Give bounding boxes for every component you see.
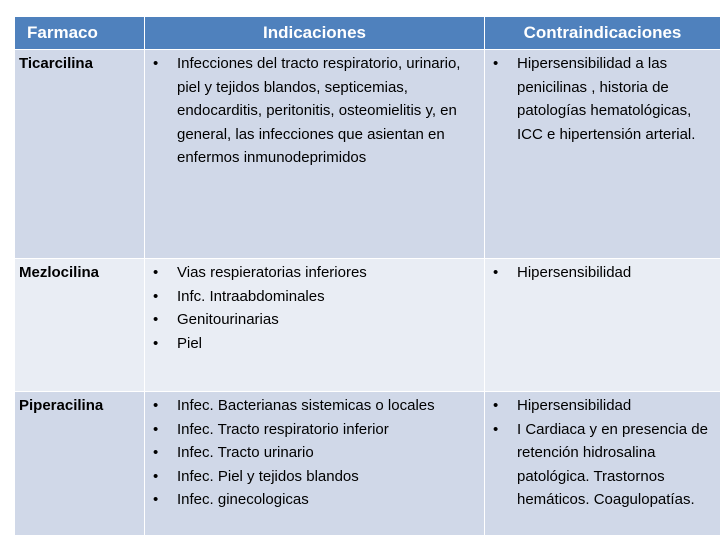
indications-list [149, 261, 480, 355]
table-row [15, 50, 721, 259]
drug-name: Piperacilina [15, 392, 145, 536]
drug-name: Ticarcilina [15, 50, 145, 259]
indications-list [149, 394, 480, 512]
list-item: • Infec. Tracto respiratorio inferior [153, 420, 389, 438]
list-item: • I Cardiaca y en presencia de retención hidrosalina patológica. Trastornos hemáticos. Coagulopatías. [493, 420, 708, 508]
contraindications-list [489, 261, 716, 285]
drug-table [14, 16, 721, 536]
indications-list [149, 52, 480, 170]
list-item: • Genitourinarias [153, 311, 279, 328]
indication-text: Infec. Bacterianas sistemicas o locales [177, 397, 435, 414]
list-item: • Infecciones del tracto respiratorio, urinario, piel y tejidos blandos, septicemias, endocarditis, peritonitis, osteomielitis y, en general, las infecciones que asientan en enfermos inmunodeprimidos [153, 55, 461, 166]
table-row [15, 392, 721, 536]
indications-cell [145, 50, 485, 259]
indication-text: Piel [177, 334, 203, 352]
list-item: • Piel [153, 334, 203, 352]
drug-name: Mezlocilina [15, 259, 145, 392]
list-item: • Infec. Bacterianas sistemicas o locales [153, 397, 435, 414]
contraindication-text: Hipersensibilidad [517, 264, 632, 281]
contraindications-list [489, 394, 716, 512]
indication-text: Genitourinarias [177, 311, 279, 328]
list-item: • Infec. ginecologicas [153, 491, 309, 508]
header-contraindicaciones: Contraindicaciones [485, 17, 721, 50]
header-row [15, 17, 721, 50]
indication-text: Infec. Piel y tejidos blandos [177, 467, 359, 485]
list-item: • Hipersensibilidad a las penicilinas , historia de patologías hematológicas, ICC e hipertensión arterial. [493, 55, 696, 143]
contraindication-text: I Cardiaca y en presencia de retención hidrosalina patológica. Trastornos hemáticos. Coagulopatías. [517, 420, 708, 508]
list-item: • Infec. Piel y tejidos blandos [153, 467, 359, 485]
contraindications-cell [485, 50, 721, 259]
contraindication-text: Hipersensibilidad a las penicilinas , historia de patologías hematológicas, ICC e hipertensión arterial. [517, 55, 696, 143]
contraindications-list [489, 52, 716, 146]
contraindications-cell [485, 392, 721, 536]
indication-text: Infc. Intraabdominales [177, 287, 325, 305]
list-item: • Hipersensibilidad [493, 264, 632, 281]
indication-text: Infec. Tracto urinario [177, 444, 314, 461]
indication-text: Infec. Tracto respiratorio inferior [177, 420, 389, 438]
list-item: • Vias respieratorias inferiores [153, 264, 367, 281]
header-indicaciones: Indicaciones [145, 17, 485, 50]
list-item: • Infec. Tracto urinario [153, 444, 314, 461]
indication-text: Vias respieratorias inferiores [177, 264, 367, 281]
indications-cell [145, 259, 485, 392]
contraindication-text: Hipersensibilidad [517, 397, 632, 414]
header-farmaco: Farmaco [15, 17, 145, 50]
table-row [15, 259, 721, 392]
indication-text: Infecciones del tracto respiratorio, urinario, piel y tejidos blandos, septicemias, endocarditis, peritonitis, osteomielitis y, en general, las infecciones que asientan en enfermos inmunodeprimidos [177, 55, 461, 166]
indications-cell [145, 392, 485, 536]
indication-text: Infec. ginecologicas [177, 491, 309, 508]
list-item: • Infc. Intraabdominales [153, 287, 325, 305]
list-item: • Hipersensibilidad [493, 397, 632, 414]
contraindications-cell [485, 259, 721, 392]
